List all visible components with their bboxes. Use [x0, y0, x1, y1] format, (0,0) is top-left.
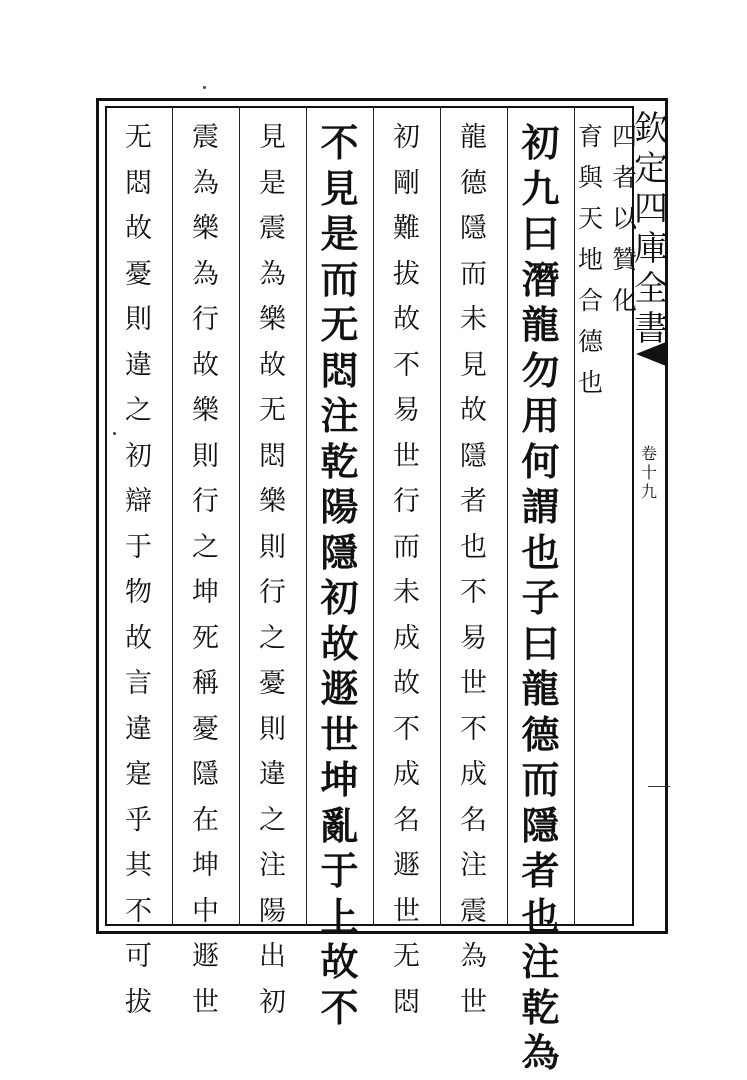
text-char: 成: [393, 622, 420, 654]
text-char: 初: [320, 575, 359, 620]
text-char: 死: [192, 622, 219, 654]
text-char: 謂: [521, 484, 560, 529]
commentary-char: 也: [577, 368, 603, 397]
text-char: 遯: [393, 850, 420, 881]
text-char: 隱: [460, 440, 487, 472]
text-char: 樂: [259, 304, 286, 335]
text-char: 而: [320, 256, 359, 302]
commentary-char: 合: [577, 286, 603, 315]
text-char: 名: [460, 804, 487, 836]
text-char: 不: [393, 713, 420, 745]
text-char: 潛: [521, 256, 560, 302]
text-char: 樂: [192, 213, 219, 244]
text-char: 違: [125, 713, 152, 745]
text-char: 剛: [393, 167, 420, 199]
text-char: 行: [192, 486, 219, 517]
text-char: 注: [460, 850, 487, 881]
text-char: 也: [521, 893, 560, 939]
text-char: 言: [125, 668, 152, 699]
text-char: 中: [192, 895, 219, 927]
text-char: 之: [259, 622, 286, 654]
text-char: 未: [460, 304, 487, 335]
text-char: 見: [460, 349, 487, 381]
text-char: 物: [125, 577, 152, 608]
ink-speck: [203, 86, 206, 89]
text-char: 初: [393, 122, 420, 153]
text-char: 見: [320, 165, 359, 211]
margin-title-char: 書: [634, 309, 668, 349]
text-char: 无: [393, 941, 420, 972]
text-char: 世: [192, 986, 219, 1018]
margin-volume-char: 十: [640, 463, 657, 482]
text-char: 龍: [521, 302, 560, 347]
text-char: 九: [521, 165, 560, 211]
text-char: 曰: [521, 620, 560, 666]
text-char: 世: [460, 668, 487, 699]
text-char: 初: [521, 120, 560, 165]
text-char: 用: [521, 393, 560, 438]
margin-volume-label: [636, 446, 662, 503]
text-char: 于: [125, 531, 152, 563]
text-char: 行: [259, 577, 286, 608]
commentary-char: 四: [611, 122, 637, 151]
text-char: 樂: [192, 395, 219, 426]
text-char: 德: [521, 711, 560, 757]
text-char: 之: [192, 531, 219, 563]
text-column-8: [105, 124, 172, 1034]
text-char: 不: [460, 713, 487, 745]
margin-title-char: 欽: [634, 109, 668, 149]
text-char: 拔: [393, 258, 420, 290]
text-char: 故: [320, 939, 359, 984]
commentary-char: 以: [611, 204, 637, 233]
text-char: 曰: [521, 211, 560, 256]
text-char: 悶: [125, 167, 152, 199]
text-char: 為: [460, 941, 487, 972]
text-char: 易: [460, 622, 487, 654]
text-char: 辯: [125, 486, 152, 517]
text-char: 也: [521, 529, 560, 575]
text-char: 在: [192, 804, 219, 836]
text-char: 世: [460, 986, 487, 1018]
text-char: 行: [393, 486, 420, 517]
text-char: 亂: [320, 802, 359, 848]
commentary-char: 贊: [611, 245, 637, 274]
text-char: 无: [125, 122, 152, 153]
text-char: 是: [320, 211, 359, 256]
text-char: 乾: [320, 438, 359, 484]
commentary-char: 育: [577, 122, 603, 151]
text-char: 遯: [192, 941, 219, 972]
text-char: 易: [393, 395, 420, 426]
text-char: 違: [259, 759, 286, 790]
text-char: 故: [125, 622, 152, 654]
text-char: 而: [460, 258, 487, 290]
commentary-half-column: [608, 124, 641, 329]
text-char: 故: [192, 349, 219, 381]
text-char: 子: [521, 575, 560, 620]
text-char: 不: [393, 349, 420, 381]
text-char: 乾: [521, 984, 560, 1030]
text-char: 為: [259, 258, 286, 290]
text-char: 何: [521, 438, 560, 484]
text-char: 隱: [320, 529, 359, 575]
text-char: 則: [125, 304, 152, 335]
text-char: 故: [460, 395, 487, 426]
margin-title-char: 全: [634, 269, 668, 309]
text-char: 者: [521, 848, 560, 893]
text-char: 而: [393, 531, 420, 563]
text-char: 隱: [521, 802, 560, 848]
text-char: 故: [393, 668, 420, 699]
text-char: 于: [320, 848, 359, 893]
text-char: 初: [259, 986, 286, 1018]
text-char: 則: [259, 531, 286, 563]
margin-title-char: 庫: [634, 229, 668, 269]
margin-title-char: 四: [634, 189, 668, 229]
margin-volume-char: 九: [640, 482, 657, 501]
text-char: 而: [521, 757, 560, 802]
text-column-3: [440, 124, 507, 1034]
text-char: 成: [393, 759, 420, 790]
text-column-1: [507, 120, 574, 1080]
text-char: 稱: [192, 668, 219, 699]
commentary-half-column: [574, 124, 607, 411]
text-char: 世: [320, 711, 359, 757]
text-char: 出: [259, 941, 286, 972]
text-char: 上: [320, 893, 359, 939]
text-char: 龍: [521, 666, 560, 711]
text-char: 之: [125, 395, 152, 426]
text-char: 違: [125, 349, 152, 381]
text-char: 坤: [320, 757, 359, 802]
fish-tail-mark: [636, 342, 666, 366]
text-char: 故: [393, 304, 420, 335]
text-char: 不: [320, 984, 359, 1030]
commentary-char: 德: [577, 327, 603, 356]
text-char: 悶: [320, 347, 359, 393]
text-char: 无: [320, 302, 359, 347]
text-char: 震: [259, 213, 286, 244]
text-char: 見: [259, 122, 286, 153]
text-char: 遯: [320, 666, 359, 711]
text-char: 初: [125, 440, 152, 472]
text-char: 則: [259, 713, 286, 745]
text-char: 注: [259, 850, 286, 881]
text-char: 未: [393, 577, 420, 608]
text-char: 寔: [125, 759, 152, 790]
text-char: 是: [259, 167, 286, 199]
text-char: 也: [460, 531, 487, 563]
text-char: 樂: [259, 486, 286, 517]
text-char: 陽: [259, 895, 286, 927]
text-char: 隱: [460, 213, 487, 244]
text-char: 悶: [259, 440, 286, 472]
text-column-4: [373, 124, 440, 1034]
text-char: 可: [125, 941, 152, 972]
text-char: 憂: [259, 668, 286, 699]
text-char: 乎: [125, 804, 152, 836]
text-char: 則: [192, 440, 219, 472]
text-column-5: [306, 120, 373, 1034]
text-char: 名: [393, 804, 420, 836]
text-char: 為: [192, 167, 219, 199]
commentary-char: 者: [611, 163, 637, 192]
text-char: 龍: [460, 122, 487, 153]
commentary-char: 化: [611, 286, 637, 315]
margin-volume-char: 卷: [640, 444, 657, 463]
text-char: 拔: [125, 986, 152, 1018]
text-char: 勿: [521, 347, 560, 393]
text-char: 成: [460, 759, 487, 790]
text-char: 震: [192, 122, 219, 153]
text-char: 者: [460, 486, 487, 517]
text-char: 震: [460, 895, 487, 927]
text-char: 注: [521, 939, 560, 984]
text-char: 坤: [192, 850, 219, 881]
text-column-6: [239, 124, 306, 1034]
text-char: 為: [192, 258, 219, 290]
text-column-7: [172, 124, 239, 1034]
text-char: 世: [393, 440, 420, 472]
text-char: 憂: [192, 713, 219, 745]
text-char: 故: [125, 213, 152, 244]
text-char: 憂: [125, 258, 152, 290]
text-char: 難: [393, 213, 420, 244]
text-char: 世: [393, 895, 420, 927]
text-char: 悶: [393, 986, 420, 1018]
text-char: 注: [320, 393, 359, 438]
text-char: 行: [192, 304, 219, 335]
text-char: 德: [460, 167, 487, 199]
text-char: 隱: [192, 759, 219, 790]
commentary-char: 地: [577, 245, 603, 274]
text-char: 陽: [320, 484, 359, 529]
text-char: 故: [259, 349, 286, 381]
text-char: 不: [125, 895, 152, 927]
text-char: 為: [521, 1030, 560, 1075]
text-char: 不: [320, 120, 359, 165]
text-char: 无: [259, 395, 286, 426]
text-char: 之: [259, 804, 286, 836]
margin-tick-mark: [648, 786, 670, 787]
text-char: 坤: [192, 577, 219, 608]
margin-title-char: 定: [634, 149, 668, 189]
text-char: 不: [460, 577, 487, 608]
commentary-char: 天: [577, 204, 603, 233]
text-char: 故: [320, 620, 359, 666]
commentary-char: 與: [577, 163, 603, 192]
text-char: 其: [125, 850, 152, 881]
